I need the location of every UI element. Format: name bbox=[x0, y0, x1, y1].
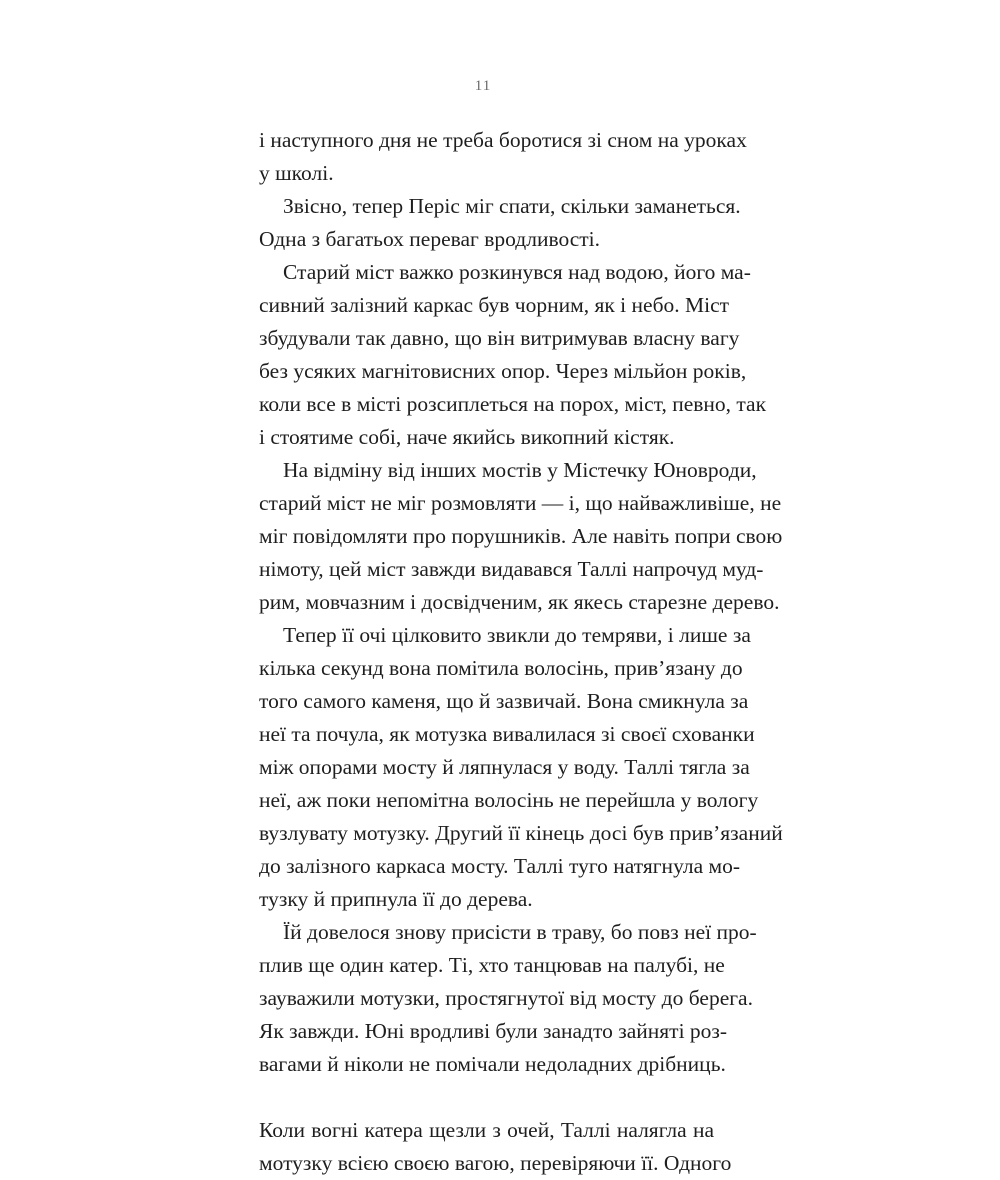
text-line: Старий міст важко розкинувся над водою, його ма- bbox=[283, 260, 751, 284]
text-line: неї, аж поки непомітна волосінь не перейшла у вологу bbox=[259, 788, 759, 812]
text-line: німоту, цей міст завжди видавався Таллі напрочуд муд- bbox=[259, 557, 764, 581]
text-line: плив ще один катер. Ті, хто танцював на палубі, не bbox=[259, 953, 725, 977]
text-line: Одна з багатьох переваг вродливості. bbox=[259, 227, 601, 251]
text-line: без усяких магнітовисних опор. Через мільйон років, bbox=[259, 359, 747, 383]
text-line: між опорами мосту й ляпнулася у воду. Таллі тягла за bbox=[259, 755, 750, 779]
text-line: того самого каменя, що й зазвичай. Вона смикнула за bbox=[259, 689, 749, 713]
text-line: вузлувату мотузку. Другий її кінець досі був прив’язаний bbox=[259, 821, 783, 845]
text-line: На відміну від інших мостів у Містечку Юновроди, bbox=[283, 458, 757, 482]
text-line: кілька секунд вона помітила волосінь, прив’язану до bbox=[259, 656, 743, 680]
text-line: до залізного каркаса мосту. Таллі туго натягнула мо- bbox=[259, 854, 741, 878]
text-line: Їй довелося знову присісти в траву, бо повз неї про- bbox=[283, 920, 757, 944]
text-line: зауважили мотузки, простягнутої від мосту до берега. bbox=[259, 986, 753, 1010]
text-line: мотузку всією своєю вагою, перевіряючи її. Одного bbox=[259, 1151, 732, 1175]
text-line: і стоятиме собі, наче якийсь викопний кістяк. bbox=[259, 425, 675, 449]
text-line: рим, мовчазним і досвідченим, як якесь старезне дерево. bbox=[259, 590, 780, 614]
body-text bbox=[259, 124, 783, 1180]
text-line: Тепер її очі цілковито звикли до темряви, і лише за bbox=[283, 623, 751, 647]
text-line: міг повідомляти про порушників. Але навіть попри свою bbox=[259, 524, 783, 548]
page-number: 11 bbox=[474, 78, 492, 94]
text-line: тузку й припнула її до дерева. bbox=[259, 887, 533, 911]
text-line: Коли вогні катера щезли з очей, Таллі налягла на bbox=[259, 1118, 714, 1142]
text-line: і наступного дня не треба боротися зі сном на уроках bbox=[259, 128, 747, 152]
text-line: старий міст не міг розмовляти — і, що найважливіше, не bbox=[259, 491, 782, 515]
text-line: неї та почула, як мотузка вивалилася зі своєї схованки bbox=[259, 722, 755, 746]
text-line: Звісно, тепер Періс міг спати, скільки заманеться. bbox=[283, 194, 741, 218]
text-line: вагами й ніколи не помічали недоладних дрібниць. bbox=[259, 1052, 726, 1076]
text-line: сивний залізний каркас був чорним, як і небо. Міст bbox=[259, 293, 730, 317]
text-line: збудували так давно, що він витримував власну вагу bbox=[259, 326, 740, 350]
text-line: у школі. bbox=[259, 161, 334, 185]
text-line: коли все в місті розсиплеться на порох, міст, певно, так bbox=[259, 392, 767, 416]
text-line: Як завжди. Юні вродливі були занадто зайняті роз- bbox=[259, 1019, 728, 1043]
